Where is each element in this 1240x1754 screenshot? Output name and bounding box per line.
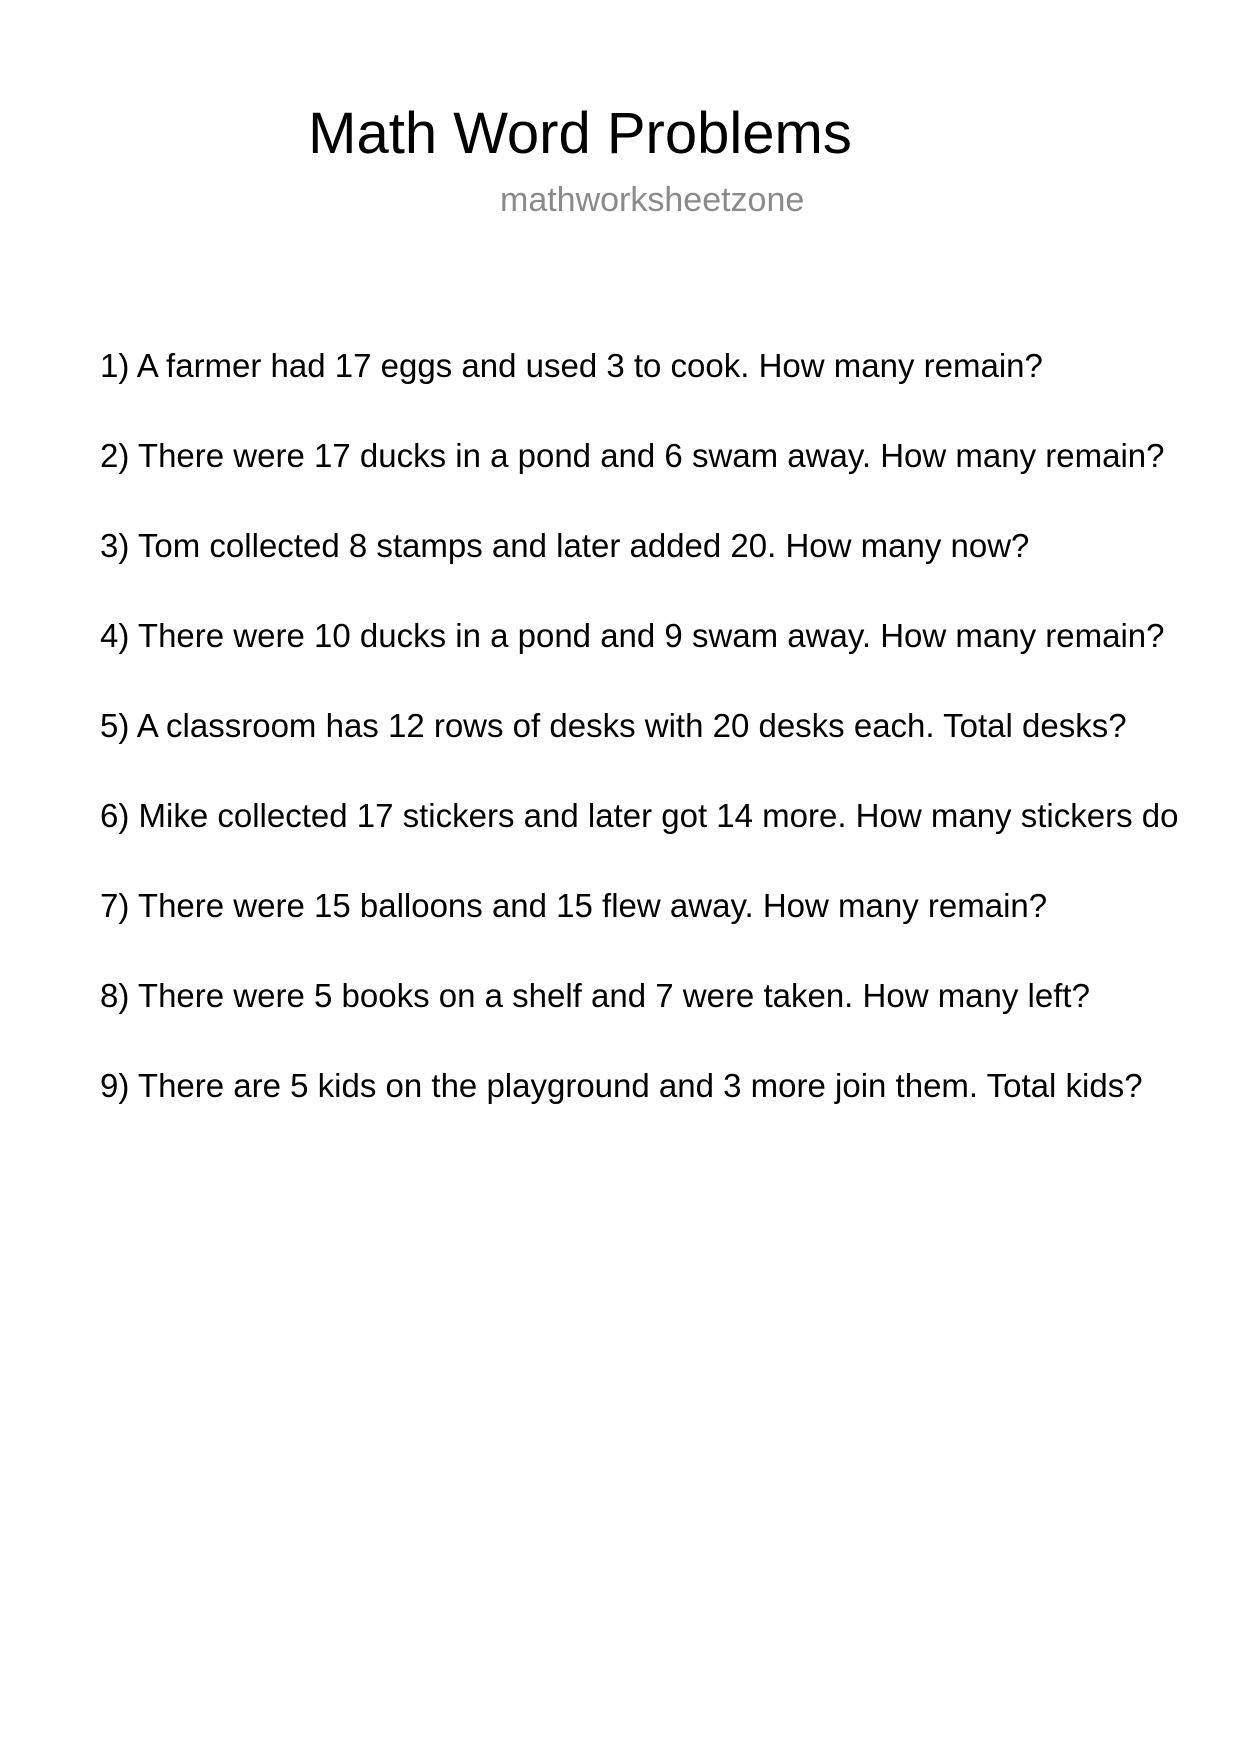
- page-title: Math Word Problems: [308, 101, 852, 166]
- problem-4: 4) There were 10 ducks in a pond and 9 swam away. How many remain?: [100, 617, 1165, 654]
- problem-2: 2) There were 17 ducks in a pond and 6 swam away. How many remain?: [100, 437, 1165, 474]
- site-name: mathworksheetzone: [500, 181, 805, 219]
- problem-3: 3) Tom collected 8 stamps and later added 20. How many now?: [100, 527, 1030, 564]
- problem-1: 1) A farmer had 17 eggs and used 3 to cook. How many remain?: [100, 347, 1043, 384]
- problem-5: 5) A classroom has 12 rows of desks with 20 desks each. Total desks?: [100, 707, 1127, 744]
- problem-9: 9) There are 5 kids on the playground and 3 more join them. Total kids?: [100, 1067, 1143, 1104]
- problem-list: [100, 346, 1240, 1156]
- problem-8: 8) There were 5 books on a shelf and 7 were taken. How many left?: [100, 977, 1090, 1014]
- problem-7: 7) There were 15 balloons and 15 flew away. How many remain?: [100, 887, 1048, 924]
- problem-6: 6) Mike collected 17 stickers and later got 14 more. How many stickers do: [100, 797, 1179, 834]
